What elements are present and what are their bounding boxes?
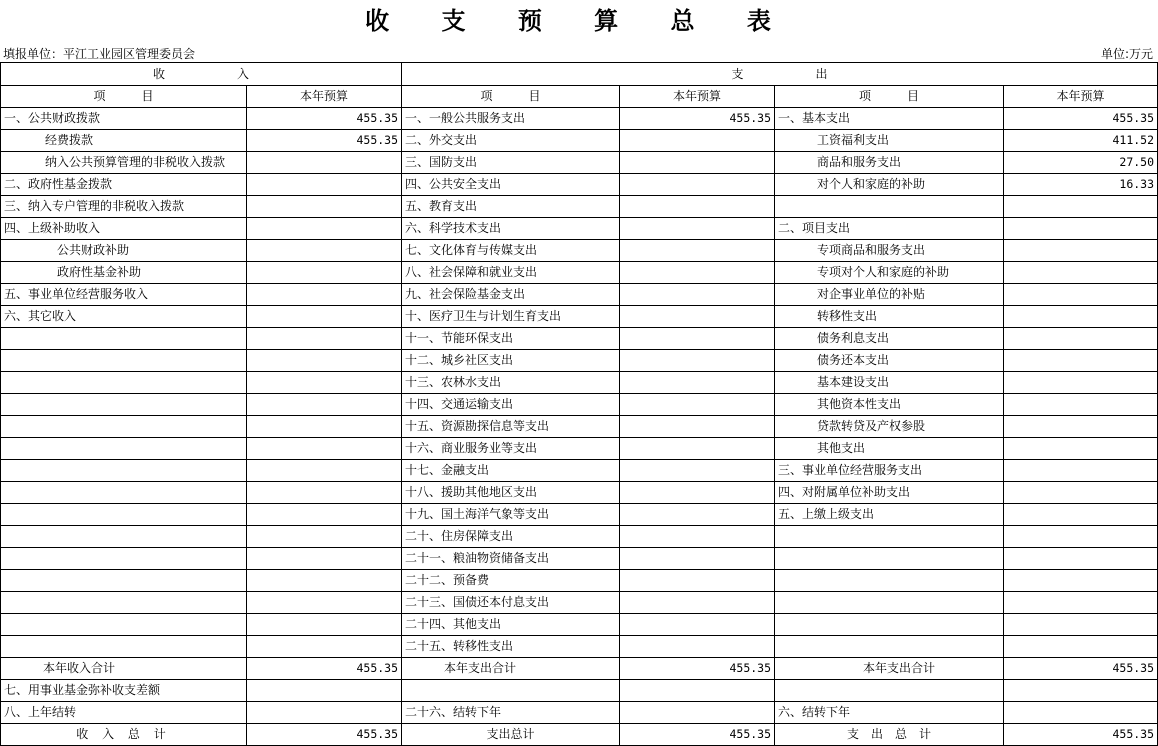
expense-func-item-cell: 四、公共安全支出	[402, 174, 620, 196]
expense-func-budget-cell	[620, 262, 775, 284]
expense-func-item-cell: 六、科学技术支出	[402, 218, 620, 240]
income-item-cell: 纳入公共预算管理的非税收入拨款	[1, 152, 247, 174]
income-budget-cell	[247, 526, 402, 548]
expense-func-item-cell: 十二、城乡社区支出	[402, 350, 620, 372]
income-budget-cell	[247, 636, 402, 658]
income-item-cell	[1, 526, 247, 548]
income-item-cell: 政府性基金补助	[1, 262, 247, 284]
expense-func-budget-cell	[620, 130, 775, 152]
expense-func-item-cell: 一、一般公共服务支出	[402, 108, 620, 130]
income-item-cell: 二、政府性基金拨款	[1, 174, 247, 196]
expense-func-budget-cell	[620, 614, 775, 636]
expense-econ-budget-cell: 455.35	[1004, 724, 1158, 746]
expense-func-item-cell: 二十二、预备费	[402, 570, 620, 592]
expense-econ-item-cell: 本年支出合计	[775, 658, 1004, 680]
income-item-cell: 七、用事业基金弥补收支差额	[1, 680, 247, 702]
expense-func-item-cell: 十一、节能环保支出	[402, 328, 620, 350]
income-budget-cell	[247, 614, 402, 636]
expense-econ-budget-cell	[1004, 306, 1158, 328]
expense-econ-budget-cell	[1004, 680, 1158, 702]
expense-func-budget-cell	[620, 284, 775, 306]
expense-econ-item-cell: 对企事业单位的补贴	[775, 284, 1004, 306]
income-budget-cell	[247, 592, 402, 614]
expense-econ-item-cell	[775, 614, 1004, 636]
income-budget-cell	[247, 240, 402, 262]
income-item-cell: 收 入 总 计	[1, 724, 247, 746]
expense-econ-budget-cell	[1004, 614, 1158, 636]
expense-econ-budget-cell	[1004, 570, 1158, 592]
expense-econ-item-cell: 转移性支出	[775, 306, 1004, 328]
income-budget-cell: 455.35	[247, 130, 402, 152]
expense-econ-budget-cell	[1004, 460, 1158, 482]
expense-econ-item-cell: 对个人和家庭的补助	[775, 174, 1004, 196]
expense-func-item-cell: 五、教育支出	[402, 196, 620, 218]
expense-func-budget-cell	[620, 328, 775, 350]
income-budget-cell	[247, 548, 402, 570]
income-budget-cell	[247, 218, 402, 240]
expense-econ-item-cell	[775, 526, 1004, 548]
expense-func-item-cell: 十三、农林水支出	[402, 372, 620, 394]
expense-func-budget-cell	[620, 570, 775, 592]
income-budget-cell	[247, 328, 402, 350]
expense-func-budget-cell	[620, 680, 775, 702]
expense-econ-item-cell: 专项对个人和家庭的补助	[775, 262, 1004, 284]
income-budget-cell	[247, 174, 402, 196]
expense-econ-budget-cell: 455.35	[1004, 658, 1158, 680]
expense-econ-item-cell: 其他支出	[775, 438, 1004, 460]
table-row	[1, 680, 1158, 702]
expense-func-budget-cell: 455.35	[620, 658, 775, 680]
expense-func-item-cell: 二十六、结转下年	[402, 702, 620, 724]
income-item-cell	[1, 460, 247, 482]
table-row	[1, 372, 1158, 394]
table-row	[1, 350, 1158, 372]
expense-func-item-cell: 支出总计	[402, 724, 620, 746]
expense-econ-item-cell: 六、结转下年	[775, 702, 1004, 724]
expense-econ-item-cell: 专项商品和服务支出	[775, 240, 1004, 262]
expense-econ-budget-cell	[1004, 548, 1158, 570]
table-row	[1, 108, 1158, 130]
expense-econ-item-cell	[775, 196, 1004, 218]
expense-func-budget-cell	[620, 372, 775, 394]
income-item-cell: 公共财政补助	[1, 240, 247, 262]
income-item-cell	[1, 394, 247, 416]
expense-func-budget-cell	[620, 636, 775, 658]
table-row	[1, 526, 1158, 548]
income-item-cell	[1, 548, 247, 570]
expense-econ-item-cell	[775, 570, 1004, 592]
income-item-cell	[1, 482, 247, 504]
income-item-cell	[1, 614, 247, 636]
expense-func-budget-cell	[620, 504, 775, 526]
table-row	[1, 702, 1158, 724]
expense-func-item-cell: 十五、资源勘探信息等支出	[402, 416, 620, 438]
expense-func-budget-cell	[620, 526, 775, 548]
income-budget-cell	[247, 504, 402, 526]
table-row	[1, 570, 1158, 592]
expense-func-budget-cell	[620, 416, 775, 438]
expense-func-item-cell: 三、国防支出	[402, 152, 620, 174]
income-budget-cell	[247, 702, 402, 724]
income-budget-cell: 455.35	[247, 658, 402, 680]
expense-func-item-cell: 二十四、其他支出	[402, 614, 620, 636]
page-title: 收 支 预 算 总 表	[365, 7, 793, 35]
expense-econ-budget-cell	[1004, 240, 1158, 262]
expense-func-item-cell: 二十、住房保障支出	[402, 526, 620, 548]
header-row-groups	[1, 63, 1158, 86]
income-budget-header: 本年预算	[247, 86, 402, 108]
income-item-cell: 五、事业单位经营服务收入	[1, 284, 247, 306]
expense-econ-budget-cell	[1004, 526, 1158, 548]
table-row	[1, 328, 1158, 350]
table-row	[1, 262, 1158, 284]
expense-econ-budget-cell	[1004, 416, 1158, 438]
unit-label: 单位:万元	[1100, 47, 1153, 61]
table-row	[1, 416, 1158, 438]
income-budget-cell: 455.35	[247, 108, 402, 130]
income-budget-cell	[247, 460, 402, 482]
expense-econ-budget-cell: 411.52	[1004, 130, 1158, 152]
expense-econ-budget-cell	[1004, 438, 1158, 460]
income-budget-cell	[247, 350, 402, 372]
table-row	[1, 240, 1158, 262]
expense-func-budget-cell	[620, 394, 775, 416]
income-budget-cell	[247, 570, 402, 592]
table-row	[1, 658, 1158, 680]
expense-func-budget-cell	[620, 482, 775, 504]
expense-func-item-cell	[402, 680, 620, 702]
expense-func-item-header: 项 目	[402, 86, 620, 108]
expense-econ-budget-header: 本年预算	[1004, 86, 1158, 108]
table-row	[1, 592, 1158, 614]
expense-econ-item-cell: 工资福利支出	[775, 130, 1004, 152]
income-budget-cell	[247, 680, 402, 702]
income-item-cell: 本年收入合计	[1, 658, 247, 680]
expense-econ-item-cell: 其他资本性支出	[775, 394, 1004, 416]
table-row	[1, 394, 1158, 416]
expense-econ-item-cell: 债务利息支出	[775, 328, 1004, 350]
income-budget-cell: 455.35	[247, 724, 402, 746]
expense-func-item-cell: 十六、商业服务业等支出	[402, 438, 620, 460]
expense-econ-item-cell	[775, 680, 1004, 702]
income-item-cell: 经费拨款	[1, 130, 247, 152]
expense-func-budget-cell	[620, 438, 775, 460]
expense-econ-item-cell: 基本建设支出	[775, 372, 1004, 394]
income-header: 收 入	[1, 63, 402, 86]
income-budget-cell	[247, 152, 402, 174]
expense-func-budget-cell	[620, 350, 775, 372]
expense-func-budget-cell	[620, 152, 775, 174]
expense-econ-budget-cell: 455.35	[1004, 108, 1158, 130]
income-item-cell	[1, 438, 247, 460]
income-item-cell	[1, 570, 247, 592]
reporting-unit: 填报单位：平江工业园区管理委员会	[3, 47, 196, 61]
expense-econ-item-cell	[775, 548, 1004, 570]
income-budget-cell	[247, 394, 402, 416]
income-item-cell: 六、其它收入	[1, 306, 247, 328]
income-item-cell: 四、上级补助收入	[1, 218, 247, 240]
expense-func-budget-cell	[620, 196, 775, 218]
expense-econ-budget-cell: 27.50	[1004, 152, 1158, 174]
expense-func-item-cell: 九、社会保险基金支出	[402, 284, 620, 306]
table-row	[1, 438, 1158, 460]
header-row-columns	[1, 86, 1158, 108]
expense-econ-budget-cell: 16.33	[1004, 174, 1158, 196]
expense-func-budget-cell	[620, 592, 775, 614]
expense-func-item-cell: 七、文化体育与传媒支出	[402, 240, 620, 262]
income-budget-cell	[247, 196, 402, 218]
expense-func-item-cell: 本年支出合计	[402, 658, 620, 680]
expense-econ-item-cell: 二、项目支出	[775, 218, 1004, 240]
expense-econ-budget-cell	[1004, 328, 1158, 350]
expense-func-budget-cell	[620, 174, 775, 196]
table-row	[1, 614, 1158, 636]
expense-func-item-cell: 二十一、粮油物资储备支出	[402, 548, 620, 570]
expense-func-budget-cell	[620, 460, 775, 482]
expense-func-item-cell: 十九、国土海洋气象等支出	[402, 504, 620, 526]
budget-table	[0, 62, 1158, 746]
expense-econ-item-cell: 支 出 总 计	[775, 724, 1004, 746]
income-budget-cell	[247, 372, 402, 394]
income-item-cell	[1, 372, 247, 394]
table-row	[1, 548, 1158, 570]
expense-econ-budget-cell	[1004, 196, 1158, 218]
income-item-cell	[1, 592, 247, 614]
expense-econ-item-cell	[775, 592, 1004, 614]
income-budget-cell	[247, 306, 402, 328]
expense-func-budget-cell	[620, 702, 775, 724]
expense-econ-budget-cell	[1004, 394, 1158, 416]
income-budget-cell	[247, 438, 402, 460]
table-row	[1, 174, 1158, 196]
expense-func-item-cell: 二十五、转移性支出	[402, 636, 620, 658]
income-item-cell	[1, 328, 247, 350]
expense-func-item-cell: 十七、金融支出	[402, 460, 620, 482]
expense-func-budget-cell	[620, 218, 775, 240]
expense-econ-item-cell: 三、事业单位经营服务支出	[775, 460, 1004, 482]
expense-econ-item-cell: 债务还本支出	[775, 350, 1004, 372]
income-item-cell	[1, 636, 247, 658]
expense-func-budget-header: 本年预算	[620, 86, 775, 108]
income-item-cell: 三、纳入专户管理的非税收入拨款	[1, 196, 247, 218]
expense-econ-budget-cell	[1004, 636, 1158, 658]
expense-func-item-cell: 十八、援助其他地区支出	[402, 482, 620, 504]
expense-func-item-cell: 二、外交支出	[402, 130, 620, 152]
income-item-cell: 一、公共财政拨款	[1, 108, 247, 130]
expense-func-budget-cell	[620, 306, 775, 328]
income-budget-cell	[247, 482, 402, 504]
expense-econ-item-cell	[775, 636, 1004, 658]
table-row	[1, 218, 1158, 240]
table-row	[1, 306, 1158, 328]
income-item-cell	[1, 350, 247, 372]
expense-func-item-cell: 十、医疗卫生与计划生育支出	[402, 306, 620, 328]
expense-econ-budget-cell	[1004, 592, 1158, 614]
income-budget-cell	[247, 262, 402, 284]
expense-econ-budget-cell	[1004, 218, 1158, 240]
expense-econ-budget-cell	[1004, 284, 1158, 306]
expense-econ-budget-cell	[1004, 350, 1158, 372]
expense-econ-budget-cell	[1004, 504, 1158, 526]
expense-func-item-cell: 八、社会保障和就业支出	[402, 262, 620, 284]
expense-func-budget-cell	[620, 240, 775, 262]
expense-econ-item-cell: 五、上缴上级支出	[775, 504, 1004, 526]
table-row	[1, 636, 1158, 658]
expense-func-item-cell: 十四、交通运输支出	[402, 394, 620, 416]
expense-econ-budget-cell	[1004, 372, 1158, 394]
table-row	[1, 460, 1158, 482]
income-budget-cell	[247, 416, 402, 438]
table-row	[1, 724, 1158, 746]
income-item-header: 项 目	[1, 86, 247, 108]
expense-func-item-cell: 二十三、国债还本付息支出	[402, 592, 620, 614]
expense-func-budget-cell: 455.35	[620, 724, 775, 746]
income-item-cell	[1, 504, 247, 526]
table-row	[1, 284, 1158, 306]
income-item-cell	[1, 416, 247, 438]
table-row	[1, 482, 1158, 504]
expense-econ-budget-cell	[1004, 482, 1158, 504]
expense-func-budget-cell	[620, 548, 775, 570]
expense-func-budget-cell: 455.35	[620, 108, 775, 130]
expense-econ-item-cell: 四、对附属单位补助支出	[775, 482, 1004, 504]
income-item-cell: 八、上年结转	[1, 702, 247, 724]
expense-econ-budget-cell	[1004, 702, 1158, 724]
table-row	[1, 504, 1158, 526]
expense-header: 支 出	[402, 63, 1158, 86]
table-row	[1, 196, 1158, 218]
table-row	[1, 152, 1158, 174]
expense-econ-item-header: 项 目	[775, 86, 1004, 108]
expense-econ-item-cell: 商品和服务支出	[775, 152, 1004, 174]
table-row	[1, 130, 1158, 152]
expense-econ-budget-cell	[1004, 262, 1158, 284]
expense-econ-item-cell: 贷款转贷及产权参股	[775, 416, 1004, 438]
income-budget-cell	[247, 284, 402, 306]
expense-econ-item-cell: 一、基本支出	[775, 108, 1004, 130]
